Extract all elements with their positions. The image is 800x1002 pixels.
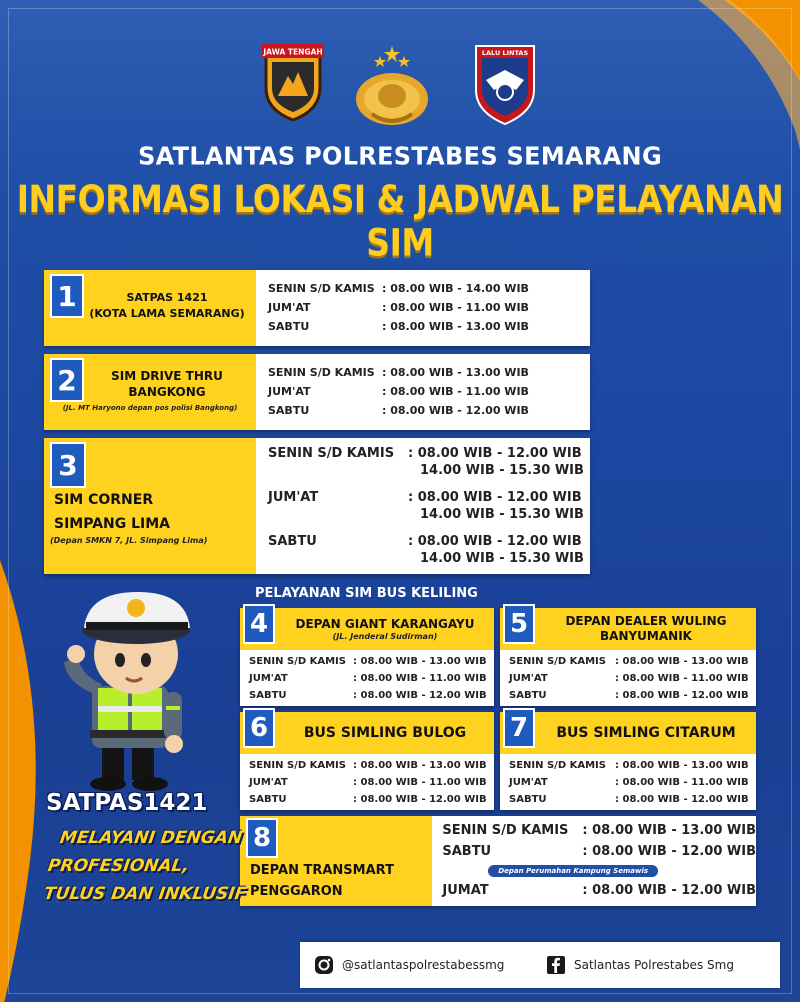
card-title-line: DEPAN TRANSMART <box>250 863 394 878</box>
schedule-box <box>256 270 590 346</box>
location-badge: Depan Perumahan Kampung Semawis <box>488 865 658 877</box>
schedule-hours: : 08.00 WIB - 12.00 WIB <box>382 404 529 417</box>
location-name-line: SIM CORNER <box>54 492 154 508</box>
schedule-day: SENIN S/D KAMIS <box>442 823 569 838</box>
location-number: 2 <box>50 358 84 402</box>
schedule-day: JUM'AT <box>268 301 311 314</box>
card-title-line: DEPAN GIANT KARANGAYU <box>295 616 475 631</box>
schedule-line <box>249 670 494 687</box>
schedule-line <box>509 653 756 670</box>
schedule-hours: : 08.00 WIB - 13.00 WIB <box>353 760 487 771</box>
schedule-line <box>442 841 756 862</box>
bus-card-6 <box>240 712 494 810</box>
schedule-line <box>509 774 756 791</box>
facebook-icon <box>546 955 566 975</box>
slogan-line: PROFESIONAL, <box>46 856 191 876</box>
schedule-line <box>249 791 494 808</box>
card-title-line: BUS SIMLING CITARUM <box>556 724 736 741</box>
mascot-name: SATPAS1421 <box>46 790 208 816</box>
bus-card-8 <box>240 816 756 906</box>
location-name-line: SATPAS 1421 <box>126 291 208 304</box>
schedule-hours: : 08.00 WIB - 12.00 WIB <box>408 534 582 549</box>
schedule-hours: : 08.00 WIB - 12.00 WIB <box>408 446 582 461</box>
schedule-day: SABTU <box>509 794 547 805</box>
schedule-line <box>268 463 590 480</box>
location-address: (Depan SMKN 7, JL. Simpang Lima) <box>50 536 208 545</box>
schedule-day: SENIN S/D KAMIS <box>249 760 346 771</box>
jateng-police-logo <box>262 40 324 122</box>
bus-section-heading: PELAYANAN SIM BUS KELILING <box>255 586 478 601</box>
card-number: 6 <box>243 708 275 748</box>
location-label-box <box>44 438 256 574</box>
schedule-line <box>268 282 590 301</box>
schedule-day: JUM'AT <box>268 490 319 505</box>
schedule-day: SENIN S/D KAMIS <box>268 366 375 379</box>
schedule-line <box>268 507 590 524</box>
location-number: 3 <box>50 442 86 488</box>
schedule-group <box>268 534 590 574</box>
bus-card-4 <box>240 608 494 706</box>
card-number: 4 <box>243 604 275 644</box>
schedule-day: JUM'AT <box>509 777 548 788</box>
card-schedule <box>240 754 494 810</box>
schedule-hours: : 08.00 WIB - 12.00 WIB <box>615 690 749 701</box>
schedule-box <box>256 354 590 430</box>
card-header <box>240 712 494 754</box>
schedule-hours-second: 14.00 WIB - 15.30 WIB <box>420 507 584 522</box>
schedule-hours: : 08.00 WIB - 12.00 WIB <box>353 794 487 805</box>
schedule-hours: : 08.00 WIB - 13.00 WIB <box>382 320 529 333</box>
schedule-line <box>268 301 590 320</box>
schedule-hours: : 08.00 WIB - 13.00 WIB <box>615 760 749 771</box>
schedule-day: SENIN S/D KAMIS <box>509 656 606 667</box>
location-address: (JL. MT Haryono depan pos polisi Bangkong) <box>62 404 238 412</box>
location-name-line: (KOTA LAMA SEMARANG) <box>89 307 245 320</box>
schedule-group <box>268 490 590 534</box>
schedule-group <box>268 446 590 490</box>
location-name-line: BANGKONG <box>128 385 206 399</box>
schedule-line <box>249 774 494 791</box>
schedule-line <box>249 687 494 704</box>
schedule-line <box>509 791 756 808</box>
lalu-lintas-logo <box>472 40 538 126</box>
schedule-hours: : 08.00 WIB - 11.00 WIB <box>615 673 749 684</box>
card-title-line: BUS SIMLING BULOG <box>303 724 467 741</box>
card-title <box>540 608 752 650</box>
schedule-day: JUM'AT <box>509 673 548 684</box>
police-mascot-illustration <box>40 588 230 793</box>
schedule-day: SABTU <box>249 794 287 805</box>
location-label-box <box>44 354 256 430</box>
card-title-line: BANYUMANIK <box>600 629 692 643</box>
schedule-line <box>268 534 590 551</box>
location-name-line: SIMPANG LIMA <box>54 516 171 532</box>
slogan-line: TULUS DAN INKLUSIF <box>42 884 248 904</box>
schedule-day: SENIN S/D KAMIS <box>268 446 395 461</box>
schedule-hours: : 08.00 WIB - 11.00 WIB <box>353 777 487 788</box>
location-name <box>54 488 170 536</box>
schedule-line <box>442 880 756 901</box>
card-schedule <box>500 650 756 706</box>
schedule-line <box>509 757 756 774</box>
schedule-line <box>268 404 590 423</box>
schedule-line <box>268 490 590 507</box>
schedule-day: JUMAT <box>442 883 489 898</box>
card-subtitle: (JL. Jenderal Sudirman) <box>332 631 438 641</box>
location-label-box <box>44 270 256 346</box>
card-title <box>250 860 394 902</box>
schedule-day: JUM'AT <box>249 673 288 684</box>
schedule-hours: : 08.00 WIB - 13.00 WIB <box>615 656 749 667</box>
schedule-hours-second: 14.00 WIB - 15.30 WIB <box>420 463 584 478</box>
schedule-day: SABTU <box>509 690 547 701</box>
card-number: 8 <box>246 818 278 858</box>
schedule-line <box>509 670 756 687</box>
schedule-hours-second: 14.00 WIB - 15.30 WIB <box>420 551 584 566</box>
card-header <box>500 712 756 754</box>
facebook-link[interactable] <box>546 955 734 975</box>
card-title <box>540 712 752 754</box>
card-header <box>240 608 494 650</box>
schedule-line <box>268 385 590 404</box>
schedule-day: SABTU <box>268 404 310 417</box>
schedule-box <box>256 438 590 574</box>
location-name <box>82 290 252 322</box>
card-schedule <box>240 650 494 706</box>
schedule-hours: : 08.00 WIB - 13.00 WIB <box>382 366 529 379</box>
schedule-day: SABTU <box>268 320 310 333</box>
schedule-hours: : 08.00 WIB - 12.00 WIB <box>353 690 487 701</box>
schedule-hours: : 08.00 WIB - 11.00 WIB <box>382 385 529 398</box>
schedule-line <box>442 820 756 841</box>
facebook-page-name: Satlantas Polrestabes Smg <box>574 958 734 972</box>
schedule-line <box>268 366 590 385</box>
card-title <box>280 608 490 650</box>
schedule-hours: : 08.00 WIB - 12.00 WIB <box>582 844 756 859</box>
card-schedule <box>500 754 756 810</box>
location-name-line: SIM DRIVE THRU <box>111 369 223 383</box>
instagram-handle: @satlantaspolrestabessmg <box>342 958 505 972</box>
schedule-day: JUM'AT <box>249 777 288 788</box>
schedule-line <box>268 551 590 568</box>
schedule-day: SABTU <box>442 844 492 859</box>
card-title-line: DEPAN DEALER WULING <box>565 614 727 628</box>
schedule-hours: : 08.00 WIB - 11.00 WIB <box>353 673 487 684</box>
location-name <box>82 368 252 400</box>
schedule-hours: : 08.00 WIB - 12.00 WIB <box>408 490 582 505</box>
location-row-1 <box>44 270 590 346</box>
poster-title: INFORMASI LOKASI & JADWAL PELAYANAN SIM <box>16 177 784 265</box>
instagram-link[interactable] <box>314 955 546 975</box>
logo-left-text: JAWA TENGAH <box>263 47 323 57</box>
bus-card-5 <box>500 608 756 706</box>
polri-emblem-logo <box>350 44 434 128</box>
card-schedule <box>432 816 756 906</box>
card-header <box>240 816 432 906</box>
card-number: 5 <box>503 604 535 644</box>
instagram-icon <box>314 955 334 975</box>
schedule-line <box>268 446 590 463</box>
schedule-line <box>249 757 494 774</box>
schedule-day: SENIN S/D KAMIS <box>268 282 375 295</box>
schedule-day: SENIN S/D KAMIS <box>509 760 606 771</box>
schedule-day: SABTU <box>268 534 317 549</box>
location-row-2 <box>44 354 590 430</box>
schedule-line <box>249 653 494 670</box>
schedule-hours: : 08.00 WIB - 14.00 WIB <box>382 282 529 295</box>
card-title-line: PENGGARON <box>250 884 343 899</box>
location-row-3 <box>44 438 590 574</box>
schedule-day: SABTU <box>249 690 287 701</box>
schedule-hours: : 08.00 WIB - 13.00 WIB <box>353 656 487 667</box>
card-number: 7 <box>503 708 535 748</box>
schedule-hours: : 08.00 WIB - 11.00 WIB <box>382 301 529 314</box>
schedule-hours: : 08.00 WIB - 12.00 WIB <box>615 794 749 805</box>
poster-subtitle: SATLANTAS POLRESTABES SEMARANG <box>138 141 662 171</box>
schedule-hours: : 08.00 WIB - 13.00 WIB <box>582 823 756 838</box>
schedule-hours: : 08.00 WIB - 12.00 WIB <box>582 883 756 898</box>
schedule-line <box>509 687 756 704</box>
location-number: 1 <box>50 274 84 318</box>
slogan-line: MELAYANI DENGAN <box>58 828 244 848</box>
card-title <box>280 712 490 754</box>
schedule-line <box>268 320 590 339</box>
bus-card-7 <box>500 712 756 810</box>
logo-right-text: LALU LINTAS <box>481 49 529 57</box>
social-footer <box>300 942 780 988</box>
card-header <box>500 608 756 650</box>
schedule-day: JUM'AT <box>268 385 311 398</box>
schedule-day: SENIN S/D KAMIS <box>249 656 346 667</box>
schedule-hours: : 08.00 WIB - 11.00 WIB <box>615 777 749 788</box>
badge-wrap <box>442 862 756 880</box>
